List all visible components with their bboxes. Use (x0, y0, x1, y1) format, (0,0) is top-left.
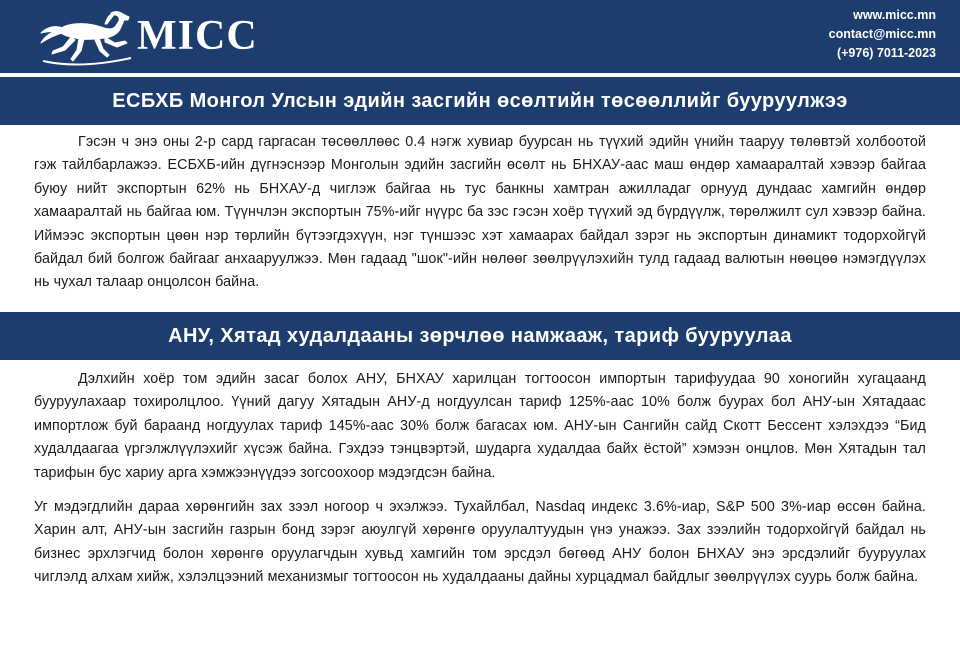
section-title-bar (0, 312, 960, 360)
website-link[interactable]: www.micc.mn (853, 8, 936, 22)
brand-name: MICC (137, 13, 258, 59)
phone-number[interactable]: (+976) 7011-2023 (836, 46, 936, 60)
header-banner (0, 0, 960, 73)
article-paragraph: Дэлхийн хоёр том эдийн засаг болох АНУ, БНХАУ харилцан тогтоосон импортын тарифуудаа 90 хоногийн хугацаанд бууруулахаар тохиролцлоо. Үүний дагуу Хятадын АНУ-д ногдуулсан тариф 125%-аас 10% болж буурах бол АНУ-ын Хятадаас импортлож буй бараанд ногдуулах тариф 145%-аас 30% болж багасах юм. АНУ-ын Сангийн сайд Скотт Бессент хэлэхдээ “Бид худалдаагаа үргэлжлүүлэхийг хүсэж байна. Гэхдээ тэнцвэртэй, шударга худалдаа байх ёстой” хэмээн онцлов. Мөн Хятадын тал тарифын бус хариу арга хэмжээнүүдээ зогсоохоор мэдэгдсэн байна. (34, 371, 926, 481)
running-horse-icon (35, 3, 135, 69)
section-title: ЕСБХБ Монгол Улсын эдийн засгийн өсөлтийн төсөөллийг бууруулжээ (112, 89, 848, 112)
logo[interactable] (35, 2, 258, 70)
section-title: АНУ, Хятад худалдааны зөрчлөө намжааж, тариф бууруулаа (168, 324, 792, 347)
article-body (34, 368, 926, 590)
article-paragraph: Гэсэн ч энэ оны 2-р сард гаргасан төсөөллөөс 0.4 нэгж хувиар буурсан нь түүхий эдийн үнийн тааруу төлөвтэй холбоотой гэж тайлбарлажээ. ЕСБХБ-ийн дүгнэснээр Монголын эдийн засгийн өсөлт нь БНХАУ-аас маш өндөр хамааралтай хэвээр байгаа буюу нийт экспортын 62% нь БНХАУ-д чиглэж байгаа нь тус банкны хамтран ажилладаг орнууд дундаас хамгийн өндөр хамааралтай нь байгаа юм. Түүнчлэн экспортын 75%-ийг нүүрс ба зэс гэсэн хоёр түүхий эд бүрдүүлж, төрөлжилт сул хэвээр байна. Иймээс экспортын цөөн нэр төрлийн бүтээгдэхүүн, нэг түншээс хэт хамаарах байдал зэрэг нь экспортын динамикт тодорхойгүй байдал бий болгож байгааг анхааруулжээ. Мөн гадаад "шок"-ийн нөлөөг зөөлрүүлэхийн тулд гадаад валютын нөөцөө нэмэгдүүлэх нь чухал талаар онцолсон байна. (34, 134, 926, 291)
contact-info (829, 6, 936, 63)
email-link[interactable]: contact@micc.mn (828, 27, 936, 41)
article-paragraph: Уг мэдэгдлийн дараа хөрөнгийн зах зээл ногоор ч эхэлжээ. Тухайлбал, Nasdaq индекс 3.6%-иар, S&P 500 3%-иар өссөн байна. Харин алт, АНУ-ын засгийн газрын бонд зэрэг аюулгүй хөрөнгө оруулалтуудын үнэ унажээ. Зах зээлийн тодорхойгүй байдал нь бизнес эрхлэгчид болон хөрөнгө оруулагчдын хувьд хамгийн том эрсдэл бөгөөд АНУ болон БНХАУ энэ эрсдэлийг бууруулах чиглэлд алхам хийж, хэлэлцээний механизмыг тогтоосон нь худалдааны дайны хурцадмал байдлыг зөөлрүүлэх суурь болж байна. (34, 499, 926, 586)
section-title-bar (0, 77, 960, 125)
article-body (34, 131, 926, 295)
